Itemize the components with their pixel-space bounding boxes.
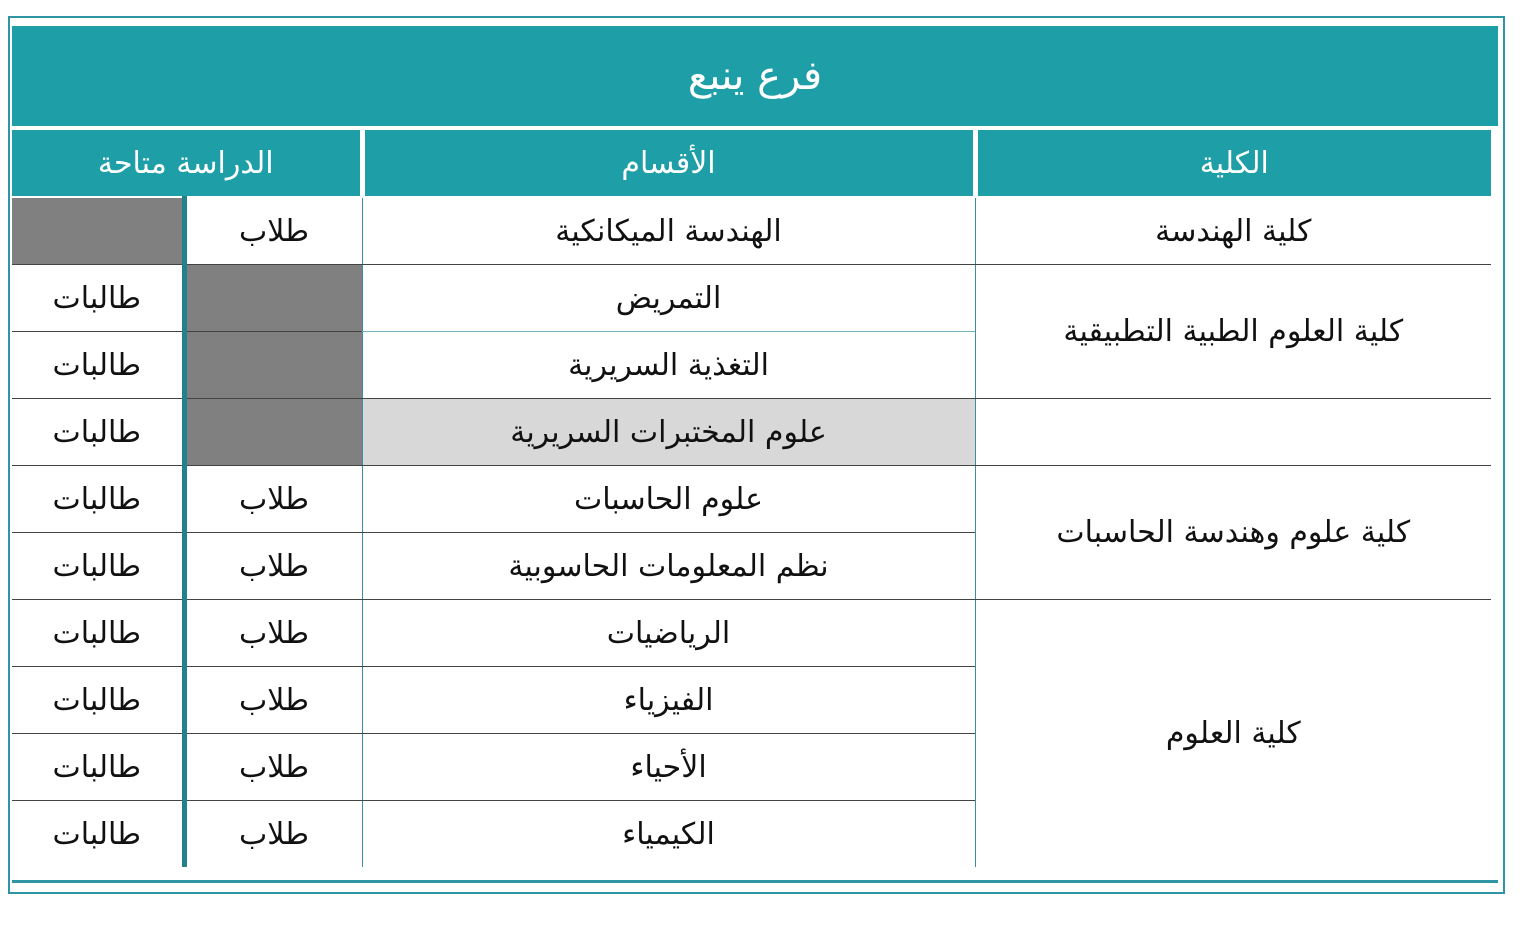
female-cell: طالبات [52,816,142,852]
department-cell: الهندسة الميكانكية [362,197,975,265]
female-cell: طالبات [12,734,184,801]
table-row [12,197,1491,265]
header-department: الأقسام [362,130,975,197]
male-cell: طلاب [184,600,362,667]
table-row [12,265,1491,332]
college-cell-empty [975,399,1491,466]
male-cell: طلاب [184,533,362,600]
bottom-border [12,880,1498,883]
header-row [12,130,1491,197]
department-cell: الأحياء [362,734,975,801]
female-cell: طالبات [12,667,184,734]
department-cell: الرياضيات [362,600,975,667]
header-college: الكلية [975,130,1491,197]
table-row [12,399,1491,466]
college-cell-sciences: كلية العلوم [975,600,1491,868]
table-row [12,600,1491,667]
female-cell: طالبات [12,466,184,533]
department-cell: التمريض [362,265,975,332]
female-cell: طالبات [12,399,184,466]
table-row [12,466,1491,533]
department-cell: الكيمياء [362,801,975,868]
department-cell: الفيزياء [362,667,975,734]
male-cell: طلاب [184,667,362,734]
page-title: فرع ينبع [12,26,1498,126]
male-cell-unavailable [184,332,362,399]
college-cell-engineering: كلية الهندسة [975,197,1491,265]
male-cell: طلاب [184,466,362,533]
female-cell-unavailable [12,197,184,265]
department-cell: علوم المختبرات السريرية [362,399,975,466]
female-cell: طالبات [12,265,184,332]
female-cell: طالبات [12,332,184,399]
male-cell: طلاب [184,801,362,868]
department-cell: التغذية السريرية [362,332,975,399]
department-cell: نظم المعلومات الحاسوبية [362,533,975,600]
department-cell: علوم الحاسبات [362,466,975,533]
colleges-table [12,130,1491,867]
college-cell-medical: كلية العلوم الطبية التطبيقية [975,265,1491,399]
male-cell-unavailable [184,399,362,466]
college-cell-computing: كلية علوم وهندسة الحاسبات [975,466,1491,600]
male-cell: طلاب [184,734,362,801]
male-cell: طلاب [184,197,362,265]
female-cell: طالبات [12,600,184,667]
female-cell: طالبات [12,533,184,600]
header-availability: الدراسة متاحة [12,130,362,197]
male-cell-unavailable [184,265,362,332]
